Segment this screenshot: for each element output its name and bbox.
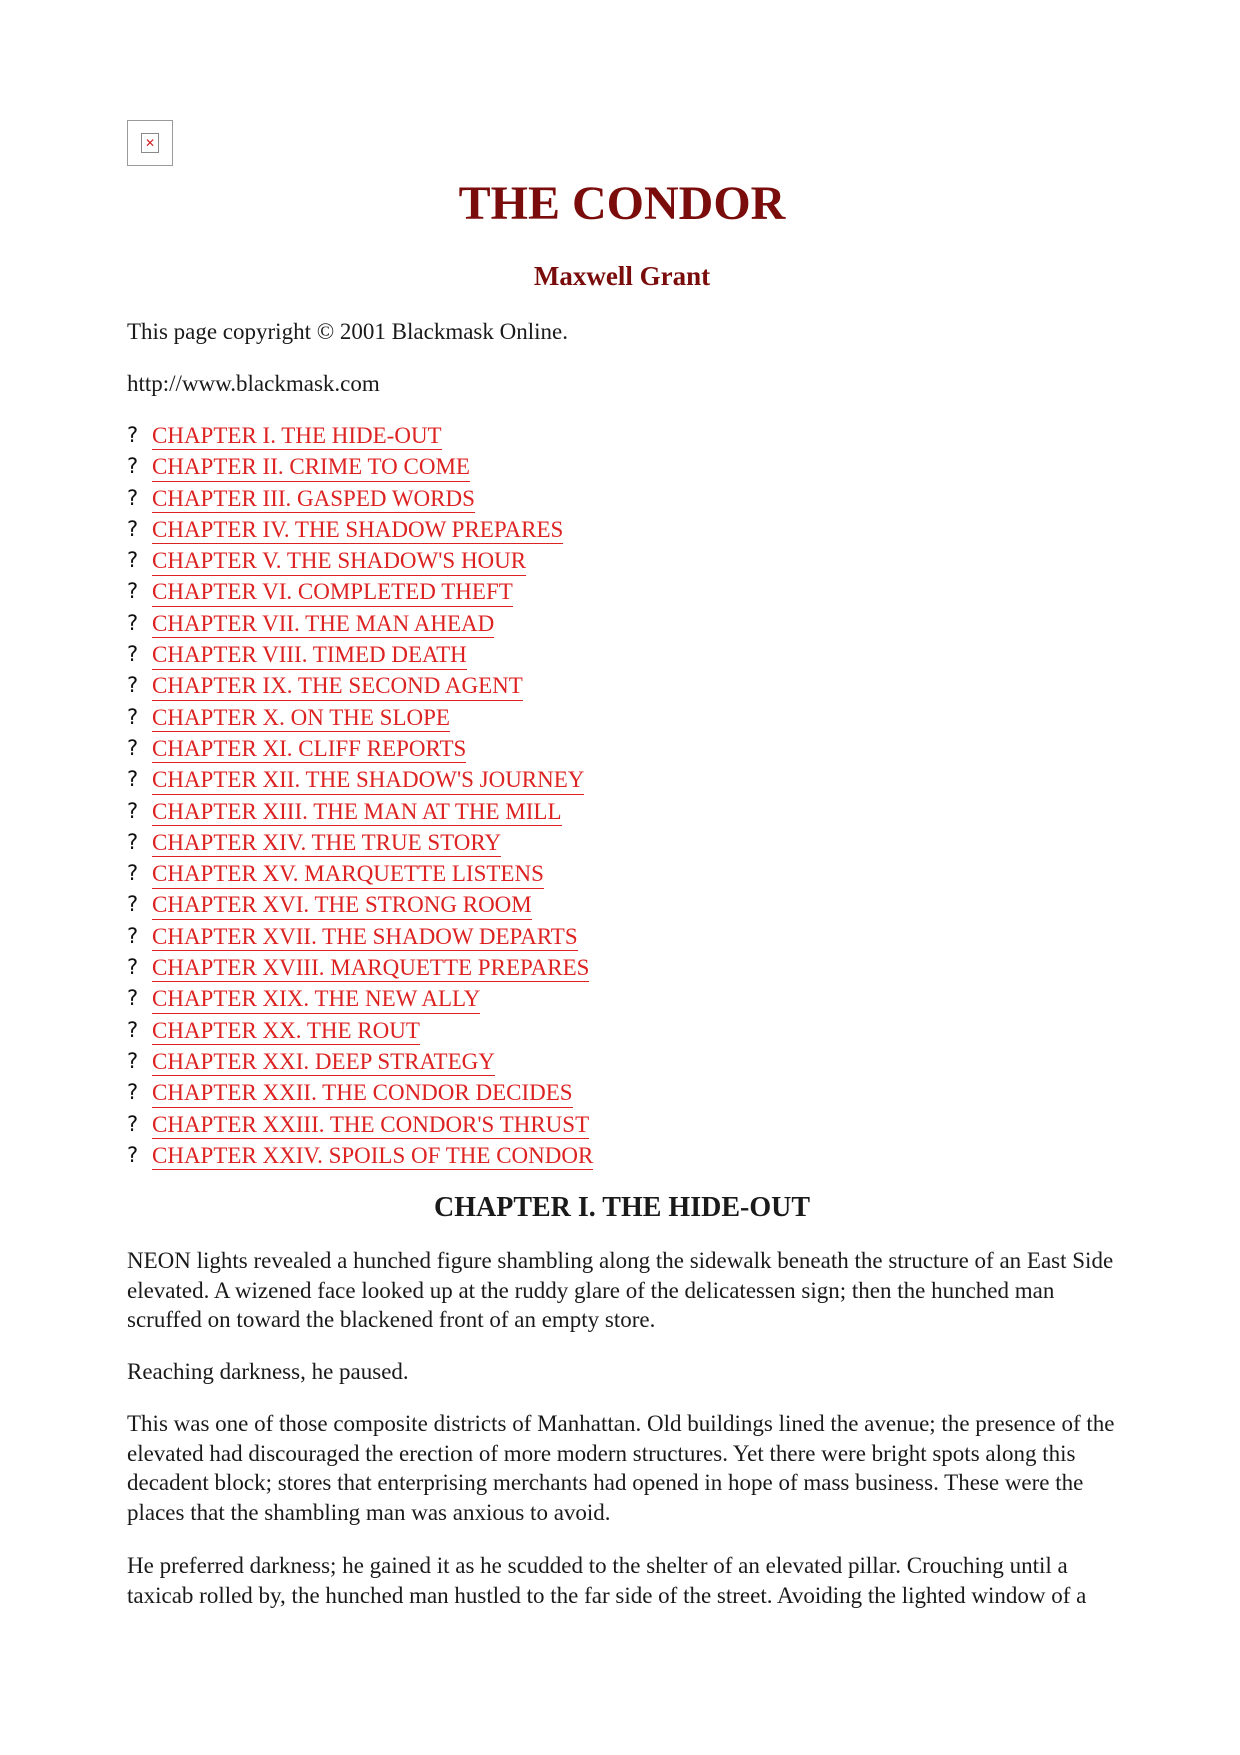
toc-chapter-link[interactable]: CHAPTER XV. MARQUETTE LISTENS (152, 861, 544, 888)
toc-item (127, 579, 593, 610)
toc-chapter-link[interactable]: CHAPTER X. ON THE SLOPE (152, 705, 450, 732)
toc-bullet: ? (127, 1080, 139, 1105)
toc-chapter-link[interactable]: CHAPTER XX. THE ROUT (152, 1018, 420, 1045)
book-title: THE CONDOR (458, 177, 786, 230)
toc-chapter-link[interactable]: CHAPTER XI. CLIFF REPORTS (152, 736, 466, 763)
chapter-paragraph: This was one of those composite districts of Manhattan. Old buildings lined the avenue; the presence of the elevated had discouraged the erection of more modern structures. Yet there were bright spots along this decadent block; stores that enterprising merchants had opened in hope of mass business. These were the places that the shambling man was anxious to avoid. (127, 1411, 1115, 1525)
toc-item (127, 830, 593, 861)
toc-bullet: ? (127, 423, 139, 447)
toc-chapter-link[interactable]: CHAPTER XXIII. THE CONDOR'S THRUST (152, 1112, 589, 1139)
toc-item (127, 548, 593, 579)
toc-bullet: ? (127, 955, 139, 980)
toc-bullet: ? (127, 1017, 139, 1042)
toc-item (127, 517, 593, 548)
toc-bullet: ? (127, 767, 139, 792)
toc-item (127, 642, 593, 673)
toc-chapter-link[interactable]: CHAPTER III. GASPED WORDS (152, 486, 475, 513)
toc-bullet: ? (127, 516, 139, 541)
toc-item (127, 767, 593, 798)
book-author: Maxwell Grant (533, 261, 711, 291)
toc-item (127, 955, 593, 986)
toc-item (127, 486, 593, 517)
toc-item (127, 892, 593, 923)
toc-chapter-link[interactable]: CHAPTER IX. THE SECOND AGENT (152, 673, 523, 700)
toc-item (127, 423, 593, 454)
toc-chapter-link[interactable]: CHAPTER XXII. THE CONDOR DECIDES (152, 1080, 573, 1107)
toc-item (127, 611, 593, 642)
toc-chapter-link[interactable]: CHAPTER XVI. THE STRONG ROOM (152, 892, 532, 919)
broken-image-x-icon: ✕ (141, 133, 159, 153)
toc-item (127, 736, 593, 767)
toc-chapter-link[interactable]: CHAPTER XII. THE SHADOW'S JOURNEY (152, 767, 584, 794)
toc-chapter-link[interactable]: CHAPTER VIII. TIMED DEATH (152, 642, 467, 669)
table-of-contents (127, 423, 593, 1174)
toc-item (127, 705, 593, 736)
toc-bullet: ? (127, 986, 139, 1011)
toc-bullet: ? (127, 829, 139, 854)
toc-bullet: ? (127, 642, 139, 667)
toc-item (127, 1143, 593, 1174)
toc-bullet: ? (127, 798, 139, 823)
toc-item (127, 1018, 593, 1049)
toc-chapter-link[interactable]: CHAPTER IV. THE SHADOW PREPARES (152, 517, 563, 544)
toc-bullet: ? (127, 454, 139, 479)
toc-item (127, 1080, 593, 1111)
toc-chapter-link[interactable]: CHAPTER I. THE HIDE-OUT (152, 423, 442, 450)
toc-bullet: ? (127, 892, 139, 917)
toc-item (127, 861, 593, 892)
toc-chapter-link[interactable]: CHAPTER XVIII. MARQUETTE PREPARES (152, 955, 589, 982)
toc-item (127, 924, 593, 955)
chapter-heading: CHAPTER I. THE HIDE-OUT (434, 1192, 810, 1223)
toc-item (127, 454, 593, 485)
toc-bullet: ? (127, 548, 139, 573)
toc-bullet: ? (127, 1142, 139, 1167)
toc-bullet: ? (127, 861, 139, 886)
toc-bullet: ? (127, 735, 139, 760)
toc-chapter-link[interactable]: CHAPTER XIV. THE TRUE STORY (152, 830, 501, 857)
toc-bullet: ? (127, 704, 139, 729)
toc-bullet: ? (127, 610, 139, 635)
toc-chapter-link[interactable]: CHAPTER VII. THE MAN AHEAD (152, 611, 494, 638)
toc-chapter-link[interactable]: CHAPTER V. THE SHADOW'S HOUR (152, 548, 526, 575)
toc-item (127, 1049, 593, 1080)
toc-bullet: ? (127, 1048, 139, 1073)
broken-image-icon (127, 120, 173, 166)
toc-chapter-link[interactable]: CHAPTER XXIV. SPOILS OF THE CONDOR (152, 1143, 593, 1170)
toc-chapter-link[interactable]: CHAPTER XXI. DEEP STRATEGY (152, 1049, 495, 1076)
chapter-paragraph: He preferred darkness; he gained it as he scudded to the shelter of an elevated pillar. Crouching until a taxicab rolled by, the hunched man hustled to the far side of the street. Avoiding the lighted window of a (127, 1553, 1087, 1608)
chapter-paragraph: NEON lights revealed a hunched figure shambling along the sidewalk beneath the structure of an East Side elevated. A wizened face looked up at the ruddy glare of the delicatessen sign; then the hunched man scruffed on toward the blackened front of an empty store. (127, 1248, 1114, 1332)
toc-bullet: ? (127, 923, 139, 948)
toc-bullet: ? (127, 579, 139, 604)
toc-chapter-link[interactable]: CHAPTER XIX. THE NEW ALLY (152, 986, 480, 1013)
publisher-url: http://www.blackmask.com (127, 371, 380, 396)
toc-chapter-link[interactable]: CHAPTER XVII. THE SHADOW DEPARTS (152, 924, 578, 951)
toc-item (127, 986, 593, 1017)
toc-chapter-link[interactable]: CHAPTER XIII. THE MAN AT THE MILL (152, 799, 562, 826)
toc-item (127, 673, 593, 704)
chapter-paragraph: Reaching darkness, he paused. (127, 1359, 409, 1384)
toc-item (127, 1112, 593, 1143)
toc-item (127, 799, 593, 830)
toc-bullet: ? (127, 1111, 139, 1136)
toc-chapter-link[interactable]: CHAPTER VI. COMPLETED THEFT (152, 579, 513, 606)
copyright-notice: This page copyright © 2001 Blackmask Online. (127, 319, 568, 344)
toc-chapter-link[interactable]: CHAPTER II. CRIME TO COME (152, 454, 470, 481)
toc-bullet: ? (127, 485, 139, 510)
toc-bullet: ? (127, 673, 139, 698)
